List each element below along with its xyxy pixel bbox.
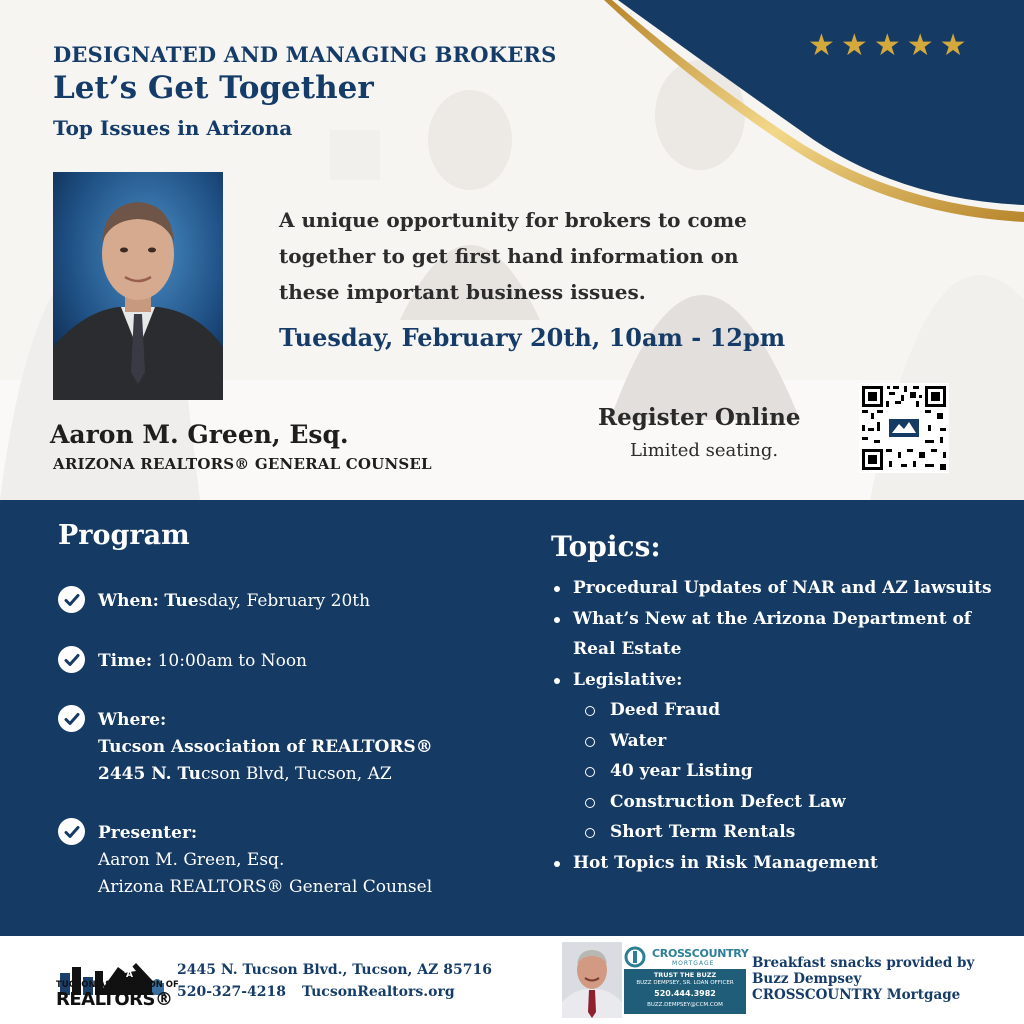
topic-subitem: Water <box>553 726 993 757</box>
sponsor-note-line: CROSSCOUNTRY Mortgage <box>752 987 961 1003</box>
topics-heading: Topics: <box>551 530 661 563</box>
topic-item: What’s New at the Arizona Department of Real Estate <box>553 604 993 665</box>
when-label: When: <box>98 591 159 611</box>
card-email: BUZZ.DEMPSEY@CCM.COM <box>647 1002 723 1008</box>
intro-paragraph <box>279 202 799 310</box>
presenter-title: ARIZONA REALTORS® GENERAL COUNSEL <box>53 455 432 473</box>
program-item-when <box>58 588 370 615</box>
sponsor-note-line: Breakfast snacks provided by <box>752 955 975 971</box>
footer-website-link[interactable]: TucsonRealtors.org <box>302 984 455 1000</box>
star-icon: ★ <box>939 28 967 63</box>
sponsor-photo <box>562 942 622 1018</box>
topic-item: Procedural Updates of NAR and AZ lawsuits <box>553 573 993 604</box>
topic-item: Hot Topics in Risk Management <box>553 848 993 879</box>
topic-subitem: Short Term Rentals <box>553 817 993 848</box>
star-icon: ★ <box>808 28 835 63</box>
org-name-line: TUCSON ASSOCIATION OF <box>56 980 179 990</box>
footer <box>0 936 1024 1024</box>
check-circle-icon <box>58 818 85 845</box>
sponsor-brand-sub: MORTGAGE <box>672 960 715 967</box>
time-value: 10:00am to Noon <box>157 651 308 671</box>
sponsor-note <box>752 955 992 1003</box>
program-item-time <box>58 648 307 675</box>
card-tagline: TRUST THE BUZZ <box>653 971 717 979</box>
footer-address: 2445 N. Tucson Blvd., Tucson, AZ 85716 <box>177 962 492 978</box>
rating-stars <box>808 30 967 62</box>
registration-qr-code[interactable] <box>859 383 949 473</box>
org-name-logotype: REALTORS® <box>56 989 173 1010</box>
topics-list <box>553 573 993 878</box>
star-icon: ★ <box>906 28 934 63</box>
presenter-label: Presenter: <box>98 823 198 843</box>
check-circle-icon <box>58 646 85 673</box>
eyebrow-heading: DESIGNATED AND MANAGING BROKERS <box>53 42 557 67</box>
topic-item: Legislative: <box>553 665 993 696</box>
topic-subitem: Construction Defect Law <box>553 787 993 818</box>
event-date: Tuesday, February 20th, 10am - 12pm <box>279 323 786 352</box>
where-address-bold: 2445 N. Tu <box>98 764 201 784</box>
register-online-link[interactable]: Register Online <box>598 404 801 431</box>
sponsor-card <box>624 969 746 1014</box>
intro-line: these important business issues. <box>279 280 646 304</box>
program-heading: Program <box>58 520 190 551</box>
card-phone: 520.444.3982 <box>654 989 716 998</box>
page-subtitle: Top Issues in Arizona <box>53 116 293 140</box>
details-section <box>0 500 1024 936</box>
sponsor-note-line: Buzz Dempsey <box>752 971 862 987</box>
when-value: sday, February 20th <box>198 591 371 611</box>
presenter-line: Arizona REALTORS® General Counsel <box>98 877 433 897</box>
check-circle-icon <box>58 705 85 732</box>
svg-text:A: A <box>126 970 133 980</box>
presenter-portrait <box>53 172 223 400</box>
topic-subitem: Deed Fraud <box>553 695 993 726</box>
star-icon: ★ <box>873 28 901 63</box>
when-value-bold: Tue <box>164 591 199 611</box>
where-label: Where: <box>98 710 167 730</box>
card-officer: BUZZ DEMPSEY, SR. LOAN OFFICER <box>636 980 734 986</box>
page-title: Let’s Get Together <box>53 70 374 106</box>
intro-line: A unique opportunity for brokers to come <box>279 208 747 232</box>
topic-subitem: 40 year Listing <box>553 756 993 787</box>
where-address: cson Blvd, Tucson, AZ <box>200 764 392 784</box>
presenter-line: Aaron M. Green, Esq. <box>98 850 285 870</box>
check-circle-icon <box>58 586 85 613</box>
hero-section <box>0 0 1024 500</box>
program-item-presenter <box>58 820 432 901</box>
footer-phone[interactable]: 520-327-4218 <box>177 984 287 1000</box>
intro-line: together to get first hand information on <box>279 244 739 268</box>
program-item-where <box>58 707 433 788</box>
seating-note: Limited seating. <box>630 440 779 461</box>
presenter-name: Aaron M. Green, Esq. <box>50 420 349 449</box>
where-venue: Tucson Association of REALTORS® <box>98 737 433 757</box>
time-label: Time: <box>98 651 153 671</box>
star-icon: ★ <box>840 28 868 63</box>
sponsor-brand: CROSSCOUNTRY <box>652 947 749 960</box>
